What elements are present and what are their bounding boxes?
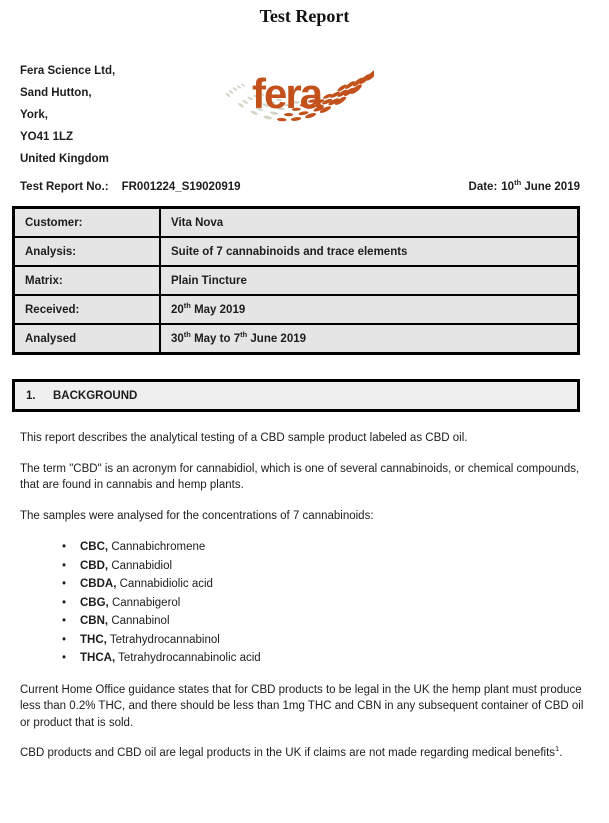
address-line: Sand Hutton, <box>20 87 92 99</box>
row-label: Customer: <box>14 208 161 238</box>
report-meta-line <box>20 178 580 193</box>
cannabinoid-list <box>20 538 588 668</box>
list-item: • CBC, Cannabichromene <box>80 538 588 557</box>
row-value: 30th May to 7th June 2019 <box>160 324 579 354</box>
row-value: Vita Nova <box>160 208 579 238</box>
row-value: Suite of 7 cannabinoids and trace elements <box>160 237 579 266</box>
row-label: Matrix: <box>14 266 161 295</box>
list-item: • CBD, Cannabidiol <box>80 557 588 576</box>
address-line: Fera Science Ltd, <box>20 65 116 77</box>
address-line: York, <box>20 109 48 121</box>
page-title: Test Report <box>259 6 350 26</box>
list-item: • THCA, Tetrahydrocannabinolic acid <box>80 649 588 668</box>
list-item: • THC, Tetrahydrocannabinol <box>80 631 588 650</box>
row-label: Received: <box>14 295 161 324</box>
table-row-matrix <box>14 266 579 295</box>
row-label: Analysis: <box>14 237 161 266</box>
address-line: YO41 1LZ <box>20 131 74 143</box>
fera-logo-text: fera <box>252 70 322 117</box>
report-date-label: Date: <box>468 181 498 193</box>
row-value: 20th May 2019 <box>160 295 579 324</box>
list-item: • CBDA, Cannabidiolic acid <box>80 575 588 594</box>
report-number <box>20 181 241 193</box>
report-number-label: Test Report No.: <box>20 181 109 193</box>
table-row-analysed <box>14 324 579 354</box>
list-item: • CBN, Cannabinol <box>80 612 588 631</box>
paragraph: Current Home Office guidance states that for CBD products to be legal in the UK the hemp plant must produce less than 0.2% THC, and there should be less than 1mg THC and CBN in any subsequent container of CBD oil or product that is sold. <box>20 683 584 729</box>
sample-info-table <box>12 206 580 355</box>
company-address <box>20 60 115 170</box>
paragraph: The samples were analysed for the concentrations of 7 cannabinoids: <box>20 509 374 522</box>
footnote-marker: 1 <box>555 744 560 754</box>
table-row-analysis <box>14 237 579 266</box>
row-label: Analysed <box>14 324 161 354</box>
report-number-value: FR001224_S19020919 <box>121 181 241 193</box>
report-date: Date: 10th June 2019 <box>468 178 580 193</box>
row-value: Plain Tincture <box>160 266 579 295</box>
fera-logo <box>226 66 374 138</box>
table-row-received <box>14 295 579 324</box>
address-line: United Kingdom <box>20 153 109 165</box>
table-row-customer <box>14 208 579 238</box>
paragraph: The term "CBD" is an acronym for cannabidiol, which is one of several cannabinoids, or chemical compounds, that are found in cannabis and hemp plants. <box>20 462 580 491</box>
list-item: • CBG, Cannabigerol <box>80 594 588 613</box>
paragraph-with-footnote: CBD products and CBD oil are legal products in the UK if claims are not made regarding medical benefits$^1$. <box>20 744 563 759</box>
section-title: BACKGROUND <box>53 389 138 402</box>
section-number: 1. <box>26 389 36 402</box>
background-section-body <box>20 413 588 776</box>
paragraph: This report describes the analytical testing of a CBD sample product labeled as CBD oil. <box>20 432 468 444</box>
section-header-background <box>12 379 580 412</box>
